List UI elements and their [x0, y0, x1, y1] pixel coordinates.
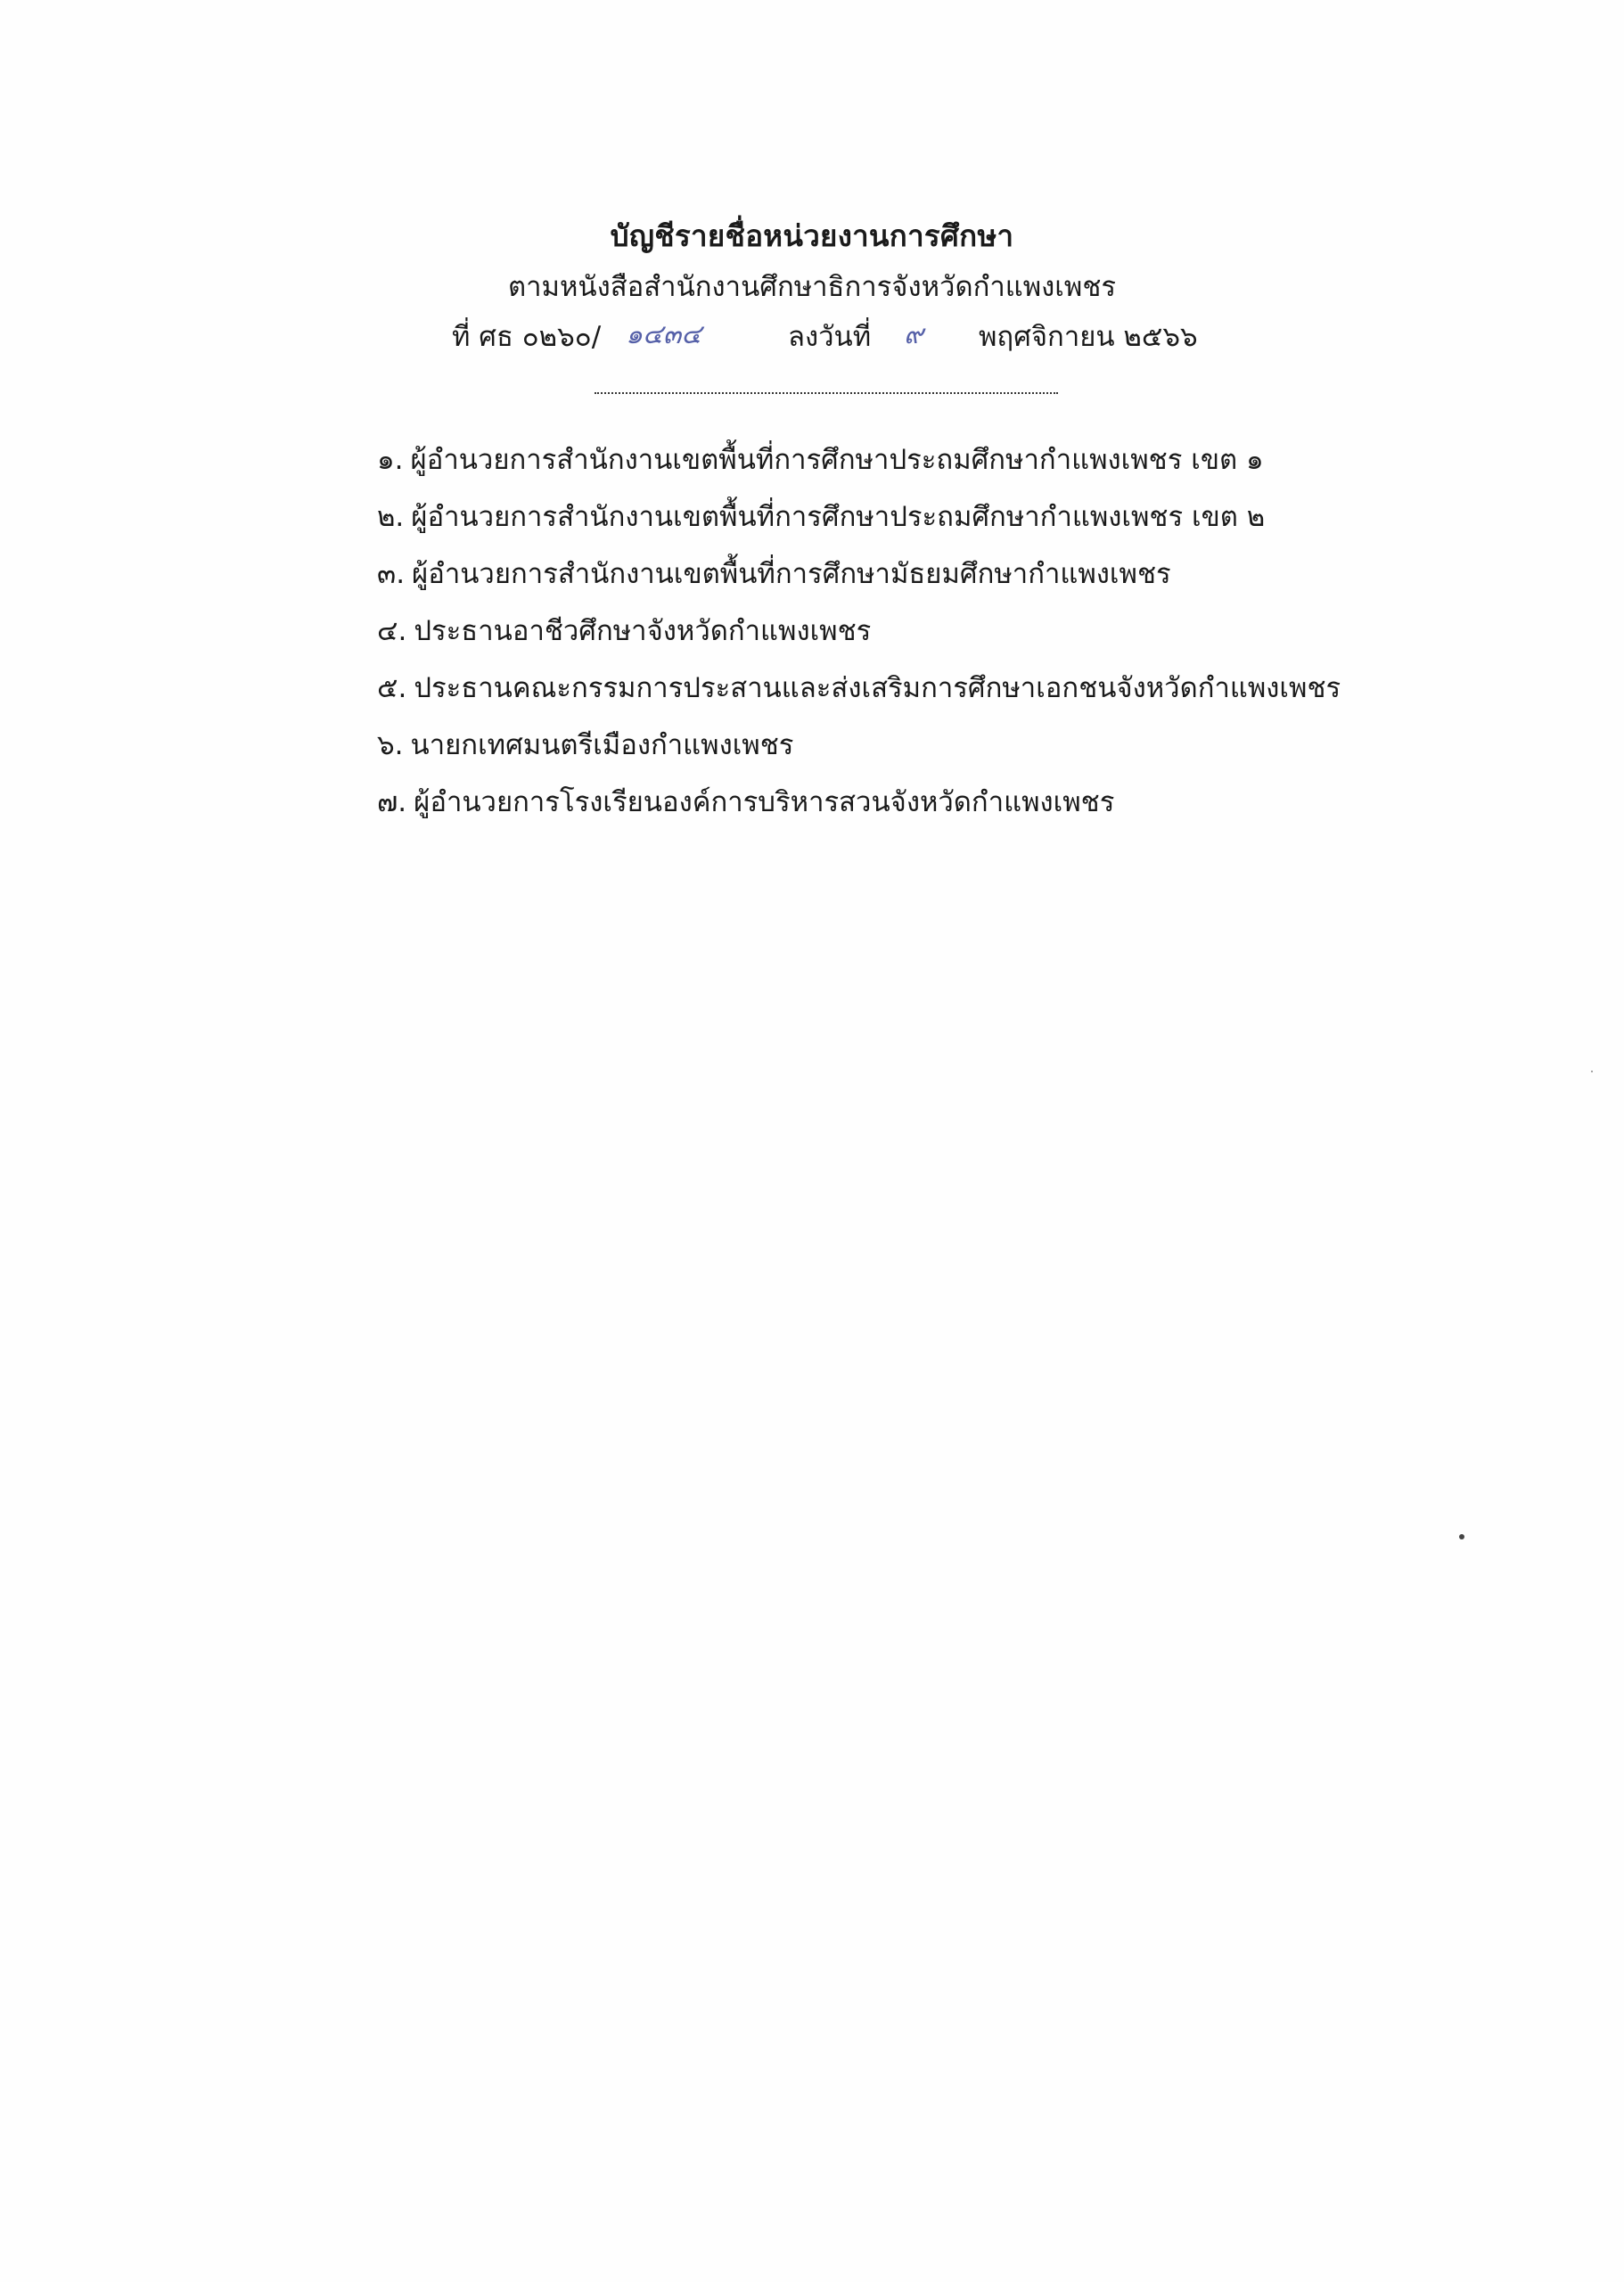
list-item — [377, 783, 1341, 840]
list-item — [377, 726, 1341, 783]
item-text: ผู้อำนวยการสำนักงานเขตพื้นที่การศึกษาประถมศึกษากำแพงเพชร เขต ๒ — [411, 501, 1266, 533]
item-number: ๑. — [377, 444, 404, 476]
document-subtitle: ตามหนังสือสำนักงานศึกษาธิการจังหวัดกำแพงเพชร — [507, 271, 1117, 303]
item-number: ๒. — [377, 501, 405, 533]
item-text: ผู้อำนวยการสำนักงานเขตพื้นที่การศึกษาประถมศึกษากำแพงเพชร เขต ๑ — [410, 444, 1264, 476]
item-number: ๓. — [377, 558, 406, 590]
item-number: ๗. — [377, 786, 407, 818]
item-text: ผู้อำนวยการสำนักงานเขตพื้นที่การศึกษามัธยมศึกษากำแพงเพชร — [412, 558, 1171, 590]
reference-prefix: ที่ ศธ ๐๒๖๐/ — [452, 321, 602, 353]
month-year: พฤศจิกายน ๒๕๖๖ — [979, 321, 1198, 353]
item-text: ประธานอาชีวศึกษาจังหวัดกำแพงเพชร — [414, 615, 872, 647]
date-label: ลงวันที่ — [788, 321, 872, 353]
recipient-list — [377, 440, 1341, 840]
document-title: บัญชีรายชื่อหน่วยงานการศึกษา — [610, 218, 1014, 253]
item-text: นายกเทศมนตรีเมืองกำแพงเพชร — [410, 729, 794, 761]
list-item — [377, 554, 1341, 612]
item-number: ๔. — [377, 615, 407, 647]
scan-speck — [1459, 1534, 1464, 1539]
item-text: ประธานคณะกรรมการประสานและส่งเสริมการศึกษาเอกชนจังหวัดกำแพงเพชร — [414, 672, 1341, 704]
reference-line — [452, 314, 1254, 353]
handwritten-day: ๙ — [904, 319, 923, 350]
list-item — [377, 612, 1341, 669]
list-item — [377, 497, 1341, 554]
list-item — [377, 440, 1341, 497]
list-item — [377, 669, 1341, 726]
item-text: ผู้อำนวยการโรงเรียนองค์การบริหารสวนจังหวัดกำแพงเพชร — [414, 786, 1115, 818]
item-number: ๕. — [377, 672, 407, 704]
handwritten-reference-number: ๑๔๓๔ — [626, 319, 701, 350]
scan-speck — [1591, 1071, 1593, 1072]
item-number: ๖. — [377, 729, 404, 761]
dotted-divider — [595, 392, 1058, 394]
